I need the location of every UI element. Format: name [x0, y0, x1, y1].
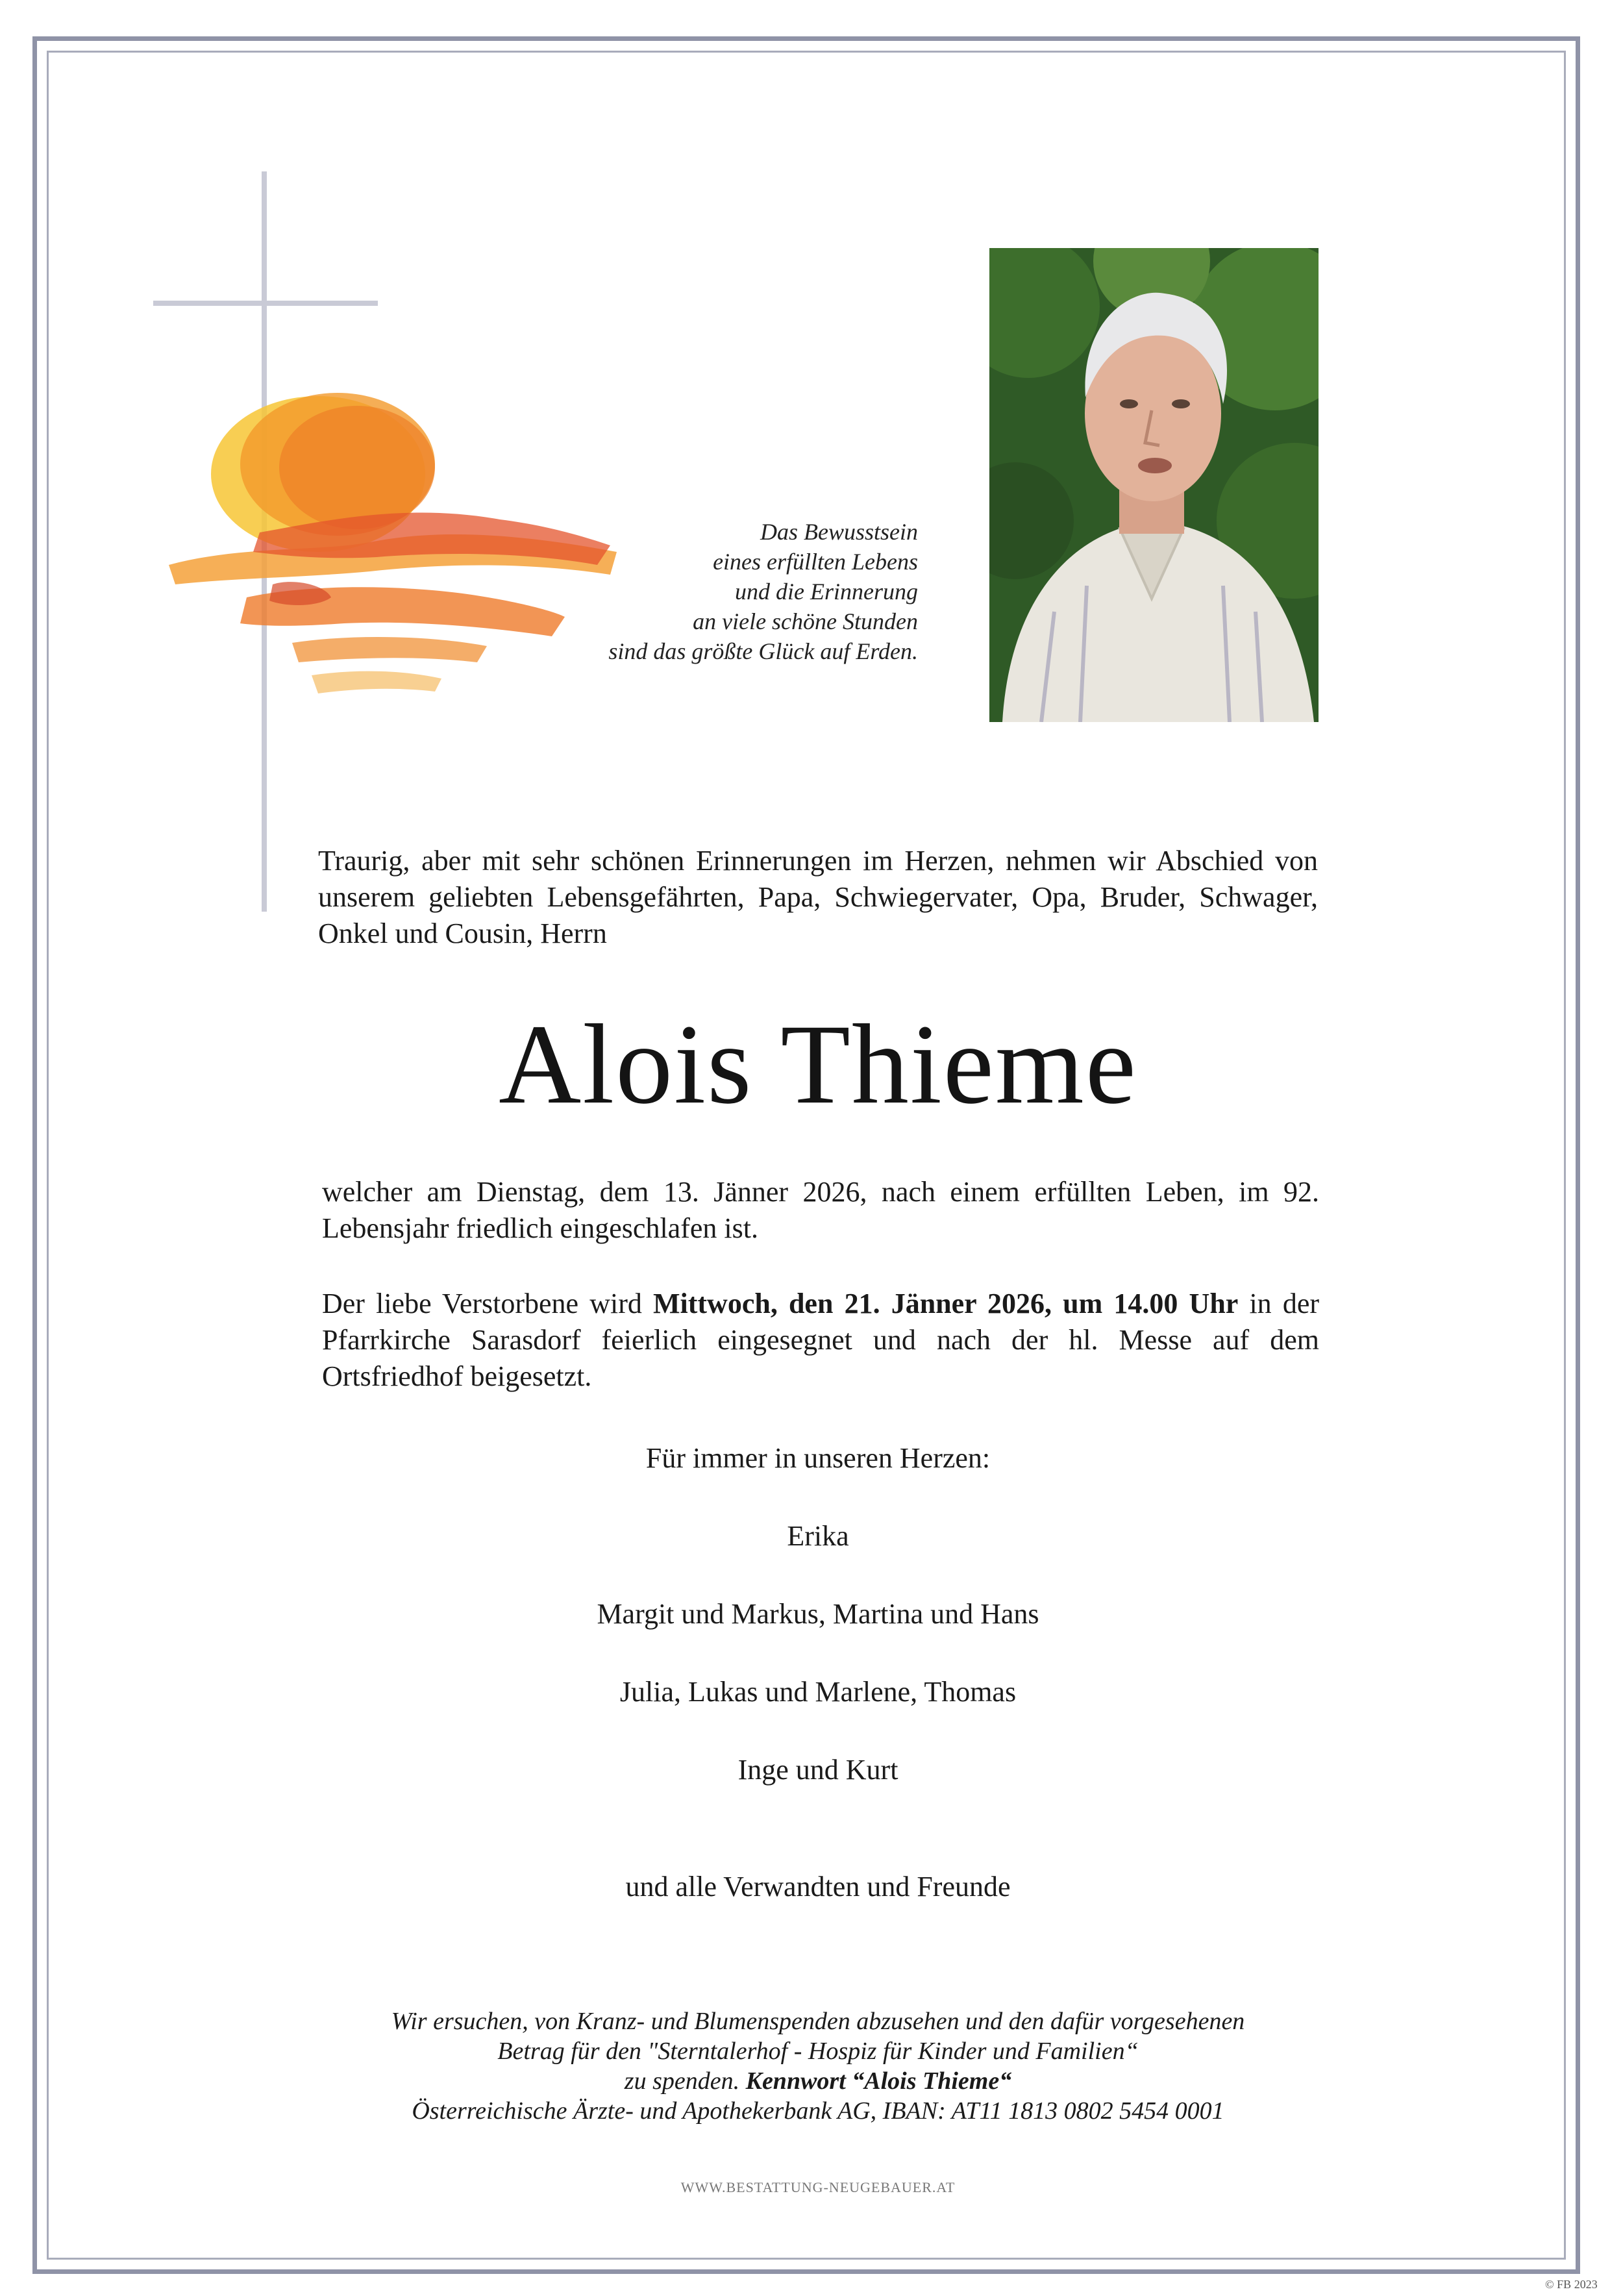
- copyright-mark: © FB 2023: [1545, 2278, 1598, 2291]
- inner-border-frame: [47, 51, 1566, 2260]
- portrait-photo: [989, 248, 1319, 722]
- quote-line: sind das größte Glück auf Erden.: [608, 638, 918, 664]
- family-member-line: Julia, Lukas und Marlene, Thomas: [619, 1676, 1017, 1708]
- family-heading: Für immer in unseren Herzen:: [645, 1442, 991, 1474]
- family-member-line: Inge und Kurt: [737, 1754, 898, 1786]
- quote-line: Das Bewusstsein: [760, 519, 918, 545]
- cross-horizontal-beam: [153, 301, 378, 306]
- family-closing: und alle Verwandten und Freunde: [625, 1871, 1011, 1903]
- donation-line: Betrag für den "Sterntalerhof - Hospiz für Kinder und Familien“: [497, 2038, 1139, 2065]
- funeral-datetime: Mittwoch, den 21. Jänner 2026, um 14.00 Uhr: [653, 1288, 1239, 1319]
- deceased-name: Alois Thieme: [499, 1001, 1137, 1128]
- quote-line: an viele schöne Stunden: [693, 608, 918, 634]
- donation-line: Wir ersuchen, von Kranz- und Blumenspenden abzusehen und den dafür vorgesehenen: [391, 2008, 1245, 2035]
- family-member-line: Margit und Markus, Martina und Hans: [597, 1598, 1039, 1630]
- website-link[interactable]: WWW.BESTATTUNG-NEUGEBAUER.AT: [680, 2179, 956, 2195]
- donation-request: [188, 2006, 1448, 2126]
- funeral-paragraph: [322, 1286, 1319, 1395]
- death-notice-paragraph: welcher am Dienstag, dem 13. Jänner 2026, nach einem erfüllten Leben, im 92. Lebensjahr friedlich eingeschlafen ist.: [322, 1176, 1319, 1244]
- quote-line: und die Erinnerung: [735, 579, 918, 605]
- quote-line: eines erfüllten Lebens: [713, 549, 918, 575]
- intro-paragraph: Traurig, aber mit sehr schönen Erinnerungen im Herzen, nehmen wir Abschied von unserem geliebten Lebensgefährten, Papa, Schwiegervater, Opa, Bruder, Schwager, Onkel und Cousin, Herrn: [318, 845, 1318, 949]
- family-member-line: Erika: [787, 1520, 849, 1552]
- donation-bank-line: Österreichische Ärzte- und Apothekerbank AG, IBAN: AT11 1813 0802 5454 0001: [412, 2097, 1224, 2125]
- donation-keyword: Kennwort “Alois Thieme“: [745, 2067, 1012, 2095]
- donation-prefix: zu spenden.: [624, 2067, 746, 2095]
- funeral-prefix: Der liebe Verstorbene wird: [322, 1288, 653, 1319]
- funeral-suffix: in der Pfarrkirche Sarasdorf feierlich eingesegnet und nach der hl. Messe auf dem Ortsfriedhof beigesetzt.: [322, 1288, 1319, 1392]
- donation-line: [188, 2066, 1448, 2096]
- memorial-quote: [493, 517, 918, 666]
